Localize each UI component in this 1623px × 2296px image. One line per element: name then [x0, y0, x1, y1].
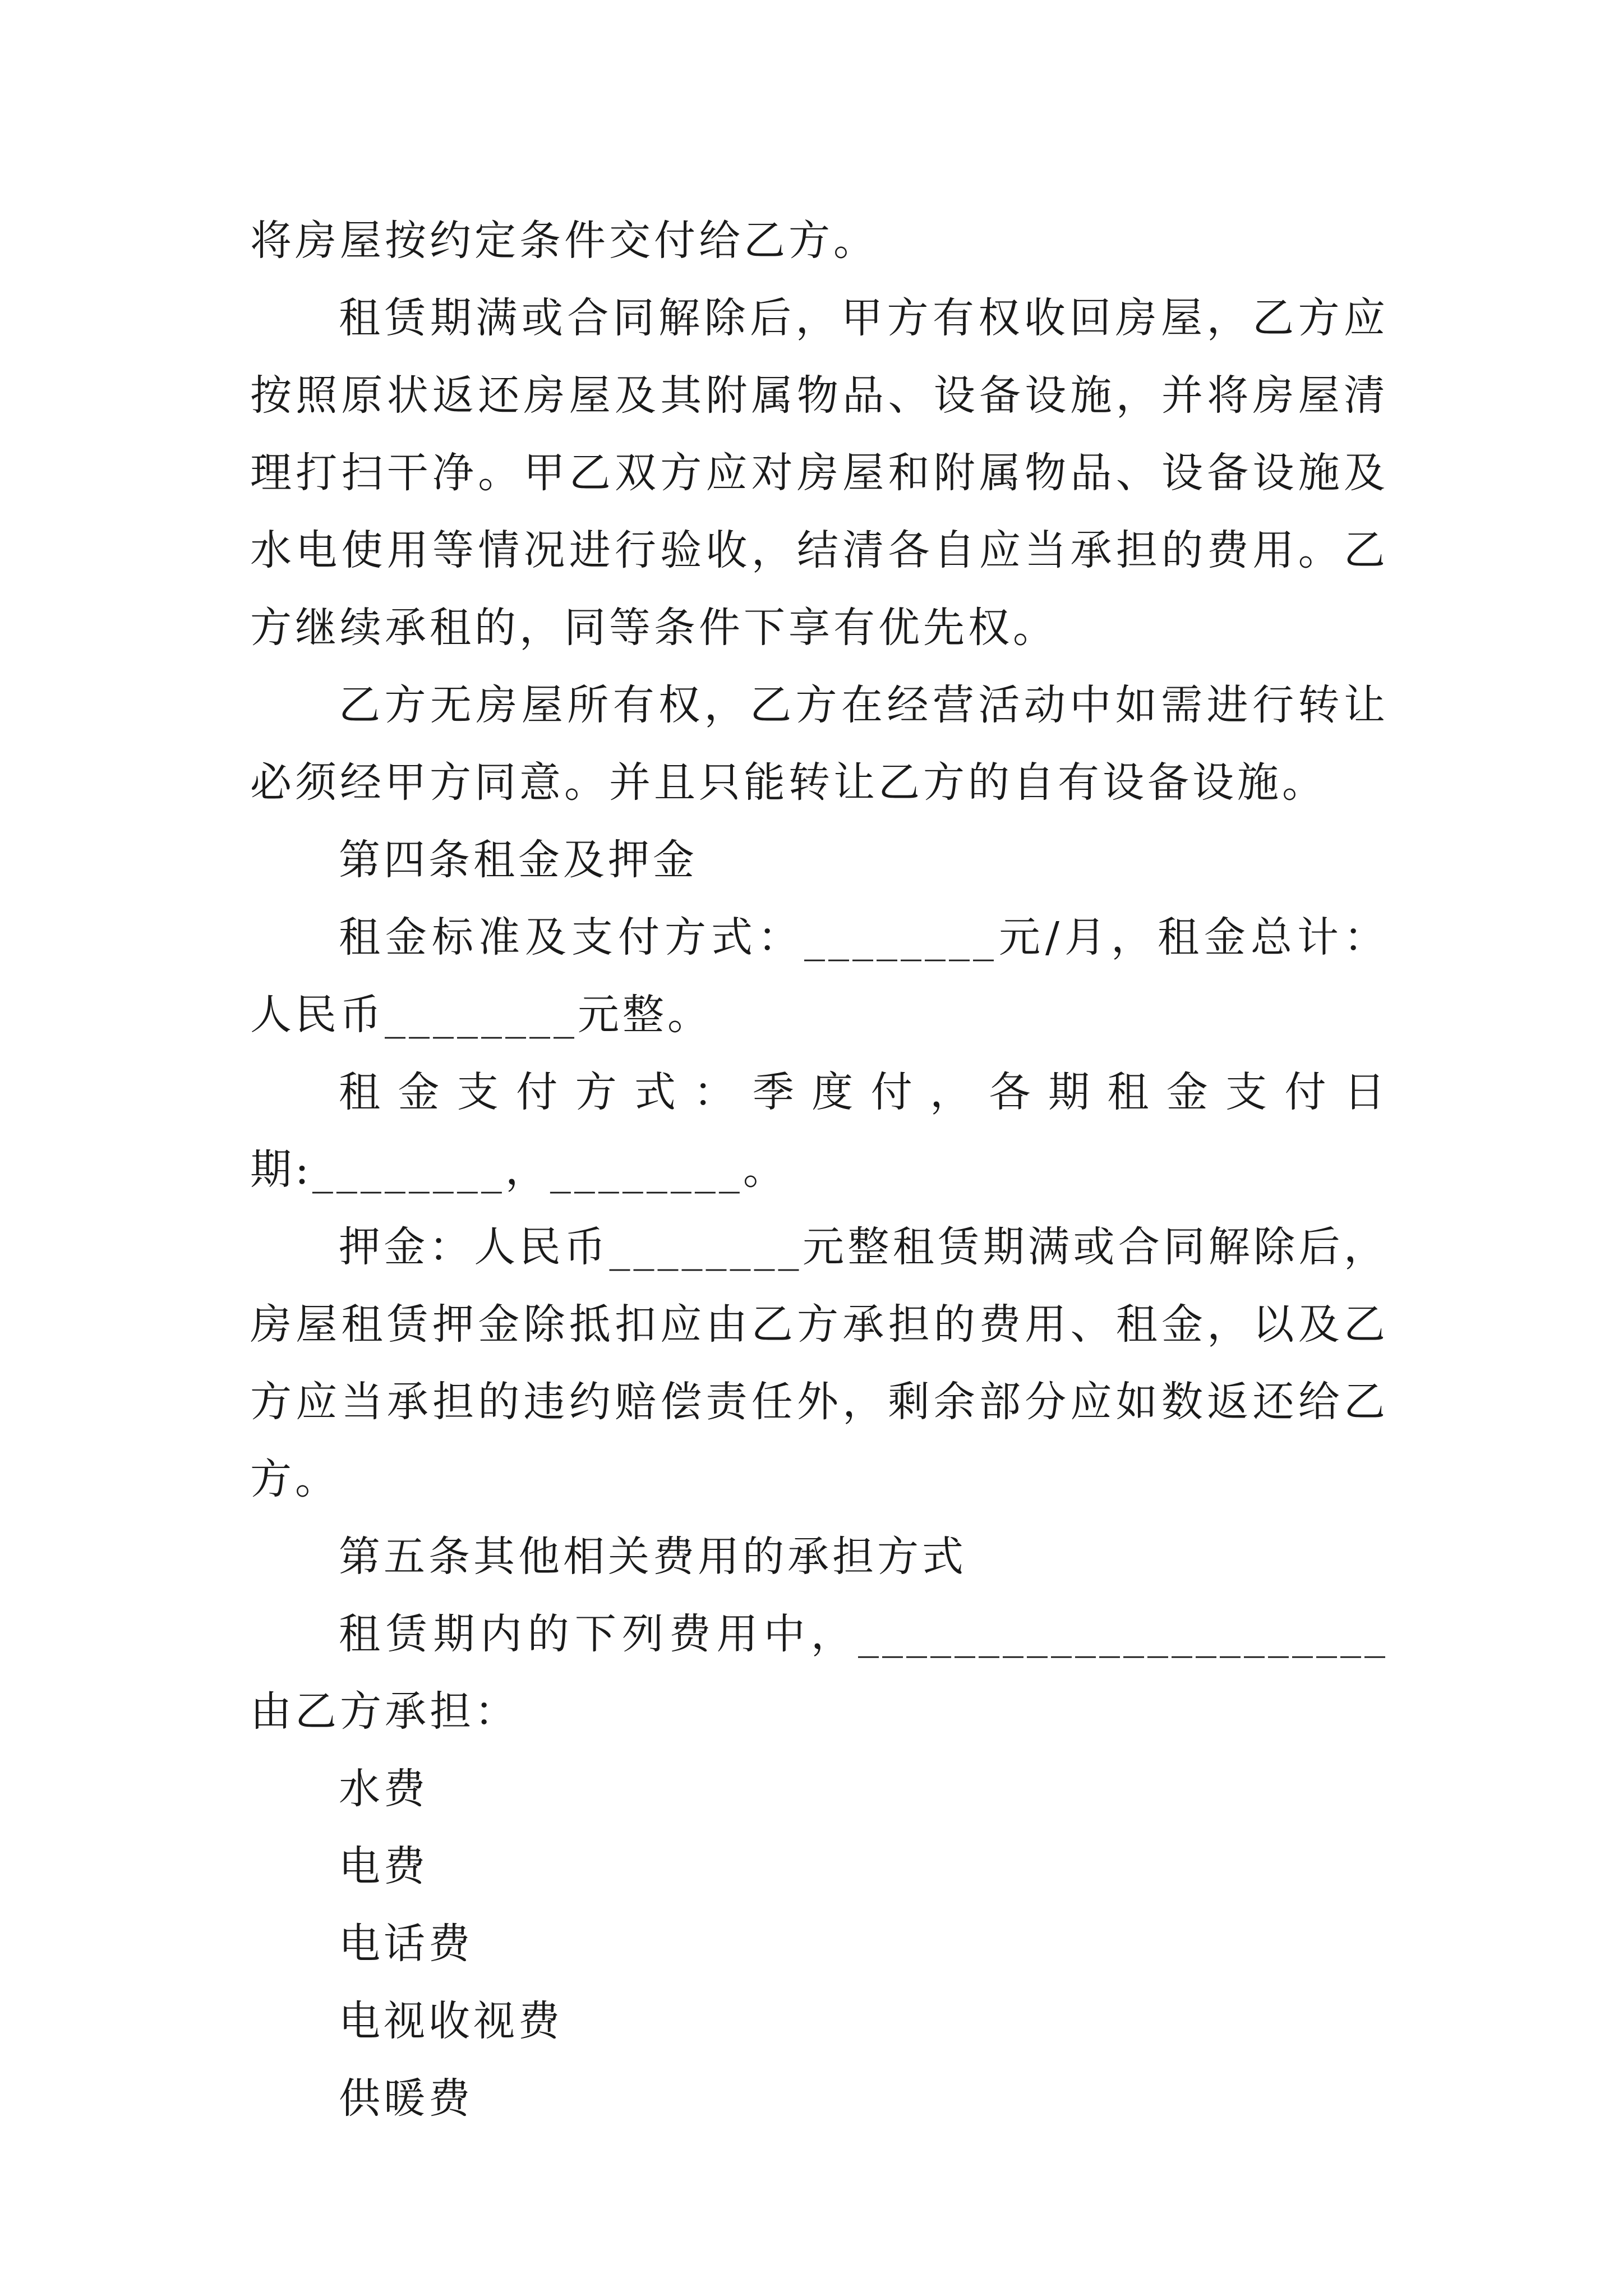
fee-item-electricity: 电费	[339, 1842, 428, 1890]
paragraph-transfer: 乙方无房屋所有权，乙方在经营活动中如需进行转让必须经甲方同意。并且只能转让乙方的自有设备设施。	[250, 681, 1389, 807]
paragraph-fees-intro: 租赁期内的下列费用中，______________________由乙方承担：	[250, 1610, 1389, 1736]
document-body	[250, 202, 1389, 2137]
heading-article-4: 第四条租金及押金	[339, 836, 698, 884]
fee-item-heating: 供暖费	[339, 2074, 473, 2123]
paragraph-lease-end: 租赁期满或合同解除后，甲方有权收回房屋，乙方应按照原状返还房屋及其附属物品、设备设施，并将房屋清理打扫干净。甲乙双方应对房屋和附属物品、设备设施及水电使用等情况进行验收，结清各自应当承担的费用。乙方继续承租的，同等条件下享有优先权。	[250, 294, 1389, 652]
paragraph-rent-payment: 租金支付方式：季度付，各期租金支付日期:________，________。	[250, 1068, 1389, 1194]
paragraph-delivery: 将房屋按约定条件交付给乙方。	[250, 217, 878, 265]
paragraph-rent-standard: 租金标准及支付方式：________元/月，租金总计：人民币________元整。	[250, 913, 1389, 1039]
fee-item-water: 水费	[339, 1765, 428, 1813]
fee-item-tv: 电视收视费	[339, 1997, 563, 2045]
fee-item-telephone: 电话费	[339, 1920, 473, 1968]
paragraph-deposit: 押金：人民币________元整租赁期满或合同解除后，房屋租赁押金除抵扣应由乙方承担的费用、租金，以及乙方应当承担的违约赔偿责任外，剩余部分应如数返还给乙方。	[250, 1223, 1389, 1503]
heading-article-5: 第五条其他相关费用的承担方式	[339, 1533, 967, 1581]
